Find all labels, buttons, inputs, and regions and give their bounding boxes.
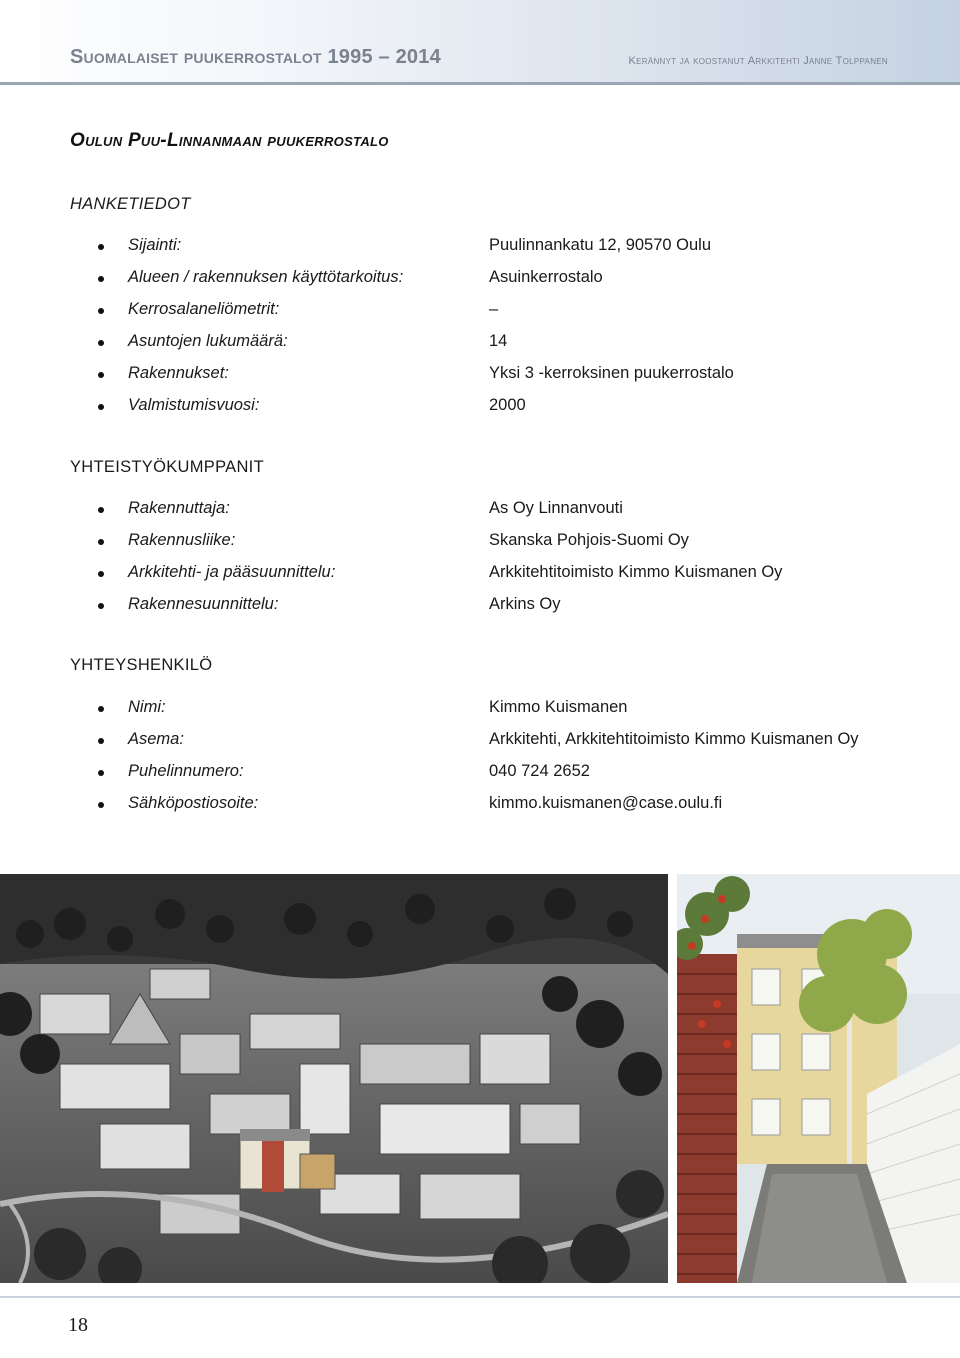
field-value: Arkins Oy (489, 595, 561, 613)
street-photo (677, 874, 960, 1283)
field-label: Rakennusliike: (128, 531, 236, 549)
field-value: Arkkitehti, Arkkitehtitoimisto Kimmo Kuismanen Oy (489, 730, 859, 748)
field-label: Asuntojen lukumäärä: (128, 332, 288, 350)
field-label: Nimi: (128, 698, 166, 716)
bullet-icon (98, 244, 104, 250)
list-item (0, 595, 960, 619)
aerial-photo (0, 874, 668, 1283)
bullet-icon (98, 738, 104, 744)
field-label: Valmistumisvuosi: (128, 396, 260, 414)
field-label: Asema: (128, 730, 184, 748)
bullet-icon (98, 404, 104, 410)
list-item (0, 364, 960, 388)
field-value: Yksi 3 -kerroksinen puukerrostalo (489, 364, 734, 382)
bullet-icon (98, 571, 104, 577)
list-item (0, 300, 960, 324)
header-band (0, 0, 960, 84)
bullet-icon (98, 539, 104, 545)
section-heading-hanketiedot: HANKETIEDOT (70, 195, 191, 213)
field-value: kimmo.kuismanen@case.oulu.fi (489, 794, 723, 812)
section-heading-yhteyshenkilo: YHTEYSHENKILÖ (70, 656, 213, 674)
bullet-icon (98, 276, 104, 282)
field-label: Rakennukset: (128, 364, 229, 382)
list-item (0, 762, 960, 786)
section-heading-yhteistyokumppanit: YHTEISTYÖKUMPPANIT (70, 458, 264, 476)
field-label: Puhelinnumero: (128, 762, 244, 780)
field-value: Asuinkerrostalo (489, 268, 603, 286)
field-value: – (489, 300, 499, 318)
list-item (0, 268, 960, 292)
document-title: Suomalaiset puukerrostalot 1995 – 2014 (70, 46, 441, 68)
bullet-icon (98, 507, 104, 513)
field-value: Kimmo Kuismanen (489, 698, 628, 716)
field-value: As Oy Linnanvouti (489, 499, 623, 517)
field-label: Sähköpostiosoite: (128, 794, 259, 812)
field-value: Puulinnankatu 12, 90570 Oulu (489, 236, 712, 254)
document-credit: Kerännyt ja koostanut Arkkitehti Janne Tolppanen (628, 55, 888, 67)
list-item (0, 531, 960, 555)
list-item (0, 396, 960, 420)
field-value: Skanska Pohjois-Suomi Oy (489, 531, 689, 549)
list-item (0, 236, 960, 260)
bullet-icon (98, 770, 104, 776)
bullet-icon (98, 372, 104, 378)
header-rule (0, 82, 960, 85)
field-value: 040 724 2652 (489, 762, 590, 780)
field-value: 14 (489, 332, 508, 350)
bullet-icon (98, 802, 104, 808)
project-title: Oulun Puu-Linnanmaan puukerrostalo (70, 130, 389, 151)
list-item (0, 698, 960, 722)
list-item (0, 563, 960, 587)
field-label: Alueen / rakennuksen käyttötarkoitus: (128, 268, 404, 286)
field-label: Rakennuttaja: (128, 499, 230, 517)
list-item (0, 499, 960, 523)
list-item (0, 332, 960, 356)
footer-rule (0, 1296, 960, 1298)
field-label: Arkkitehti- ja pääsuunnittelu: (128, 563, 336, 581)
list-item (0, 730, 960, 754)
field-label: Sijainti: (128, 236, 182, 254)
bullet-icon (98, 706, 104, 712)
bullet-icon (98, 308, 104, 314)
bullet-icon (98, 603, 104, 609)
list-item (0, 794, 960, 818)
page-number: 18 (68, 1314, 88, 1336)
field-value: 2000 (489, 396, 526, 414)
field-value: Arkkitehtitoimisto Kimmo Kuismanen Oy (489, 563, 783, 581)
field-label: Kerrosalaneliömetrit: (128, 300, 280, 318)
bullet-icon (98, 340, 104, 346)
field-label: Rakennesuunnittelu: (128, 595, 279, 613)
